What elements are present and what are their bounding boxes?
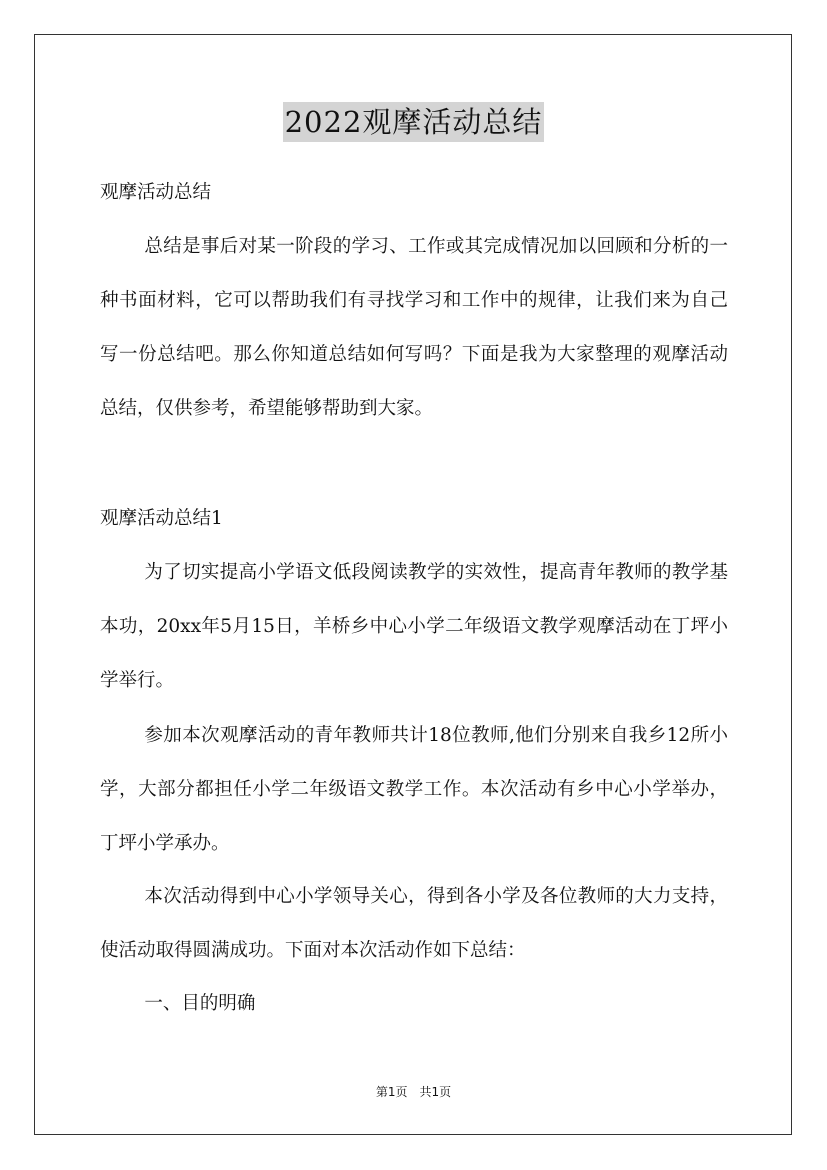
body-paragraph-2: 参加本次观摩活动的青年教师共计18位教师,他们分别来自我乡12所小学，大部分都担任小学二年级语文教学工作。本次活动有乡中心小学举办，丁坪小学承办。	[100, 725, 728, 854]
body-paragraph-1: 为了切实提高小学语文低段阅读教学的实效性，提高青年教师的教学基本功，20xx年5月15日，羊桥乡中心小学二年级语文教学观摩活动在丁坪小学举行。	[100, 562, 728, 691]
subsection-heading-goal: 一、目的明确	[144, 993, 256, 1014]
body-paragraph-3: 本次活动得到中心小学领导关心，得到各小学及各位教师的大力支持，使活动取得圆满成功。下面对本次活动作如下总结：	[100, 886, 728, 961]
title-wrap	[0, 102, 827, 142]
section-heading-intro: 观摩活动总结	[100, 182, 212, 203]
intro-paragraph: 总结是事后对某一阶段的学习、工作或其完成情况加以回顾和分析的一种书面材料，它可以帮助我们有寻找学习和工作中的规律，让我们来为自己写一份总结吧。那么你知道总结如何写吗？下面是我为大家整理的观摩活动总结，仅供参考，希望能够帮助到大家。	[100, 236, 728, 419]
document-title: 2022观摩活动总结	[283, 102, 545, 142]
section-heading-summary-1: 观摩活动总结1	[100, 508, 223, 529]
page-footer: 第1页 共1页	[375, 1085, 452, 1099]
